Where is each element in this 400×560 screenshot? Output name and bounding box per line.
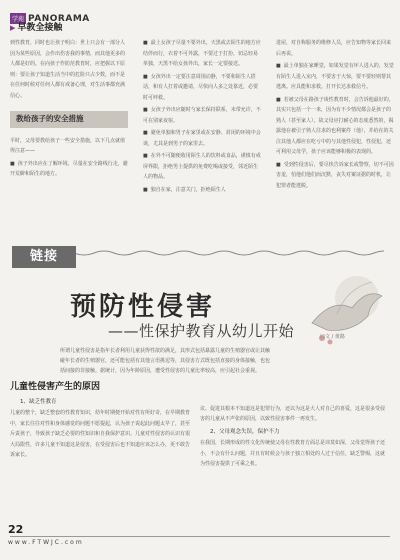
bullet-text: 受到性侵害后，要尽快告诉家长或警察，切不可因害羞，怕他们他们而沉默，丧失对案证据的时机，让犯罪者能逃脱。	[276, 161, 394, 189]
article-subtitle: ——性保护教育从幼儿开始	[108, 322, 295, 340]
bullet-icon: ■	[143, 130, 148, 136]
bullet-text: 女孩子外出应随时与家长保持联系，未带允许，不可在别家夜宿。	[143, 107, 261, 124]
paragraph	[276, 160, 394, 192]
subheading-box	[10, 111, 128, 128]
paragraph	[143, 185, 261, 196]
bullet-text: 避免单独和男子在家里或在安静、封闭的环境中会谈，尤其是到男子的家里去。	[143, 130, 261, 147]
bullet-icon: ■	[276, 161, 281, 168]
subsection-title: 2、父母观念失误，保护不力	[210, 428, 280, 435]
bullet-icon: ■	[143, 107, 148, 113]
section-title: 儿童性侵害产生的原因	[10, 382, 101, 392]
paragraph: 议、促进其根本不知道这是犯罪行为，还以为这是大人对自己的喜爱，这是很多受侵害的儿童从不声张的原因，以致性侵害事件一再发生。	[200, 406, 386, 423]
page-number: 22	[8, 523, 24, 536]
bottom-column-2	[200, 404, 388, 514]
bullet-icon: ■	[276, 96, 281, 103]
paragraph: 在我国，长期形成的性文化传统使父母在性教育方面总是讳莫如深，父母觉得孩子还小，不会有什么问题，并且有时候会与孩子独立相处的人过于信任，缺乏警惕，这就为性侵害提供了可乘之机。	[200, 440, 386, 468]
top-column-2	[143, 38, 261, 238]
bullet-text: 女孩外出一定要注意周围动静，不要和陌生人搭话，和有人打着或邀请，尽快向人多之处靠近，必要时可呼救。	[143, 73, 259, 101]
paragraph	[143, 151, 261, 183]
page-header	[10, 8, 210, 32]
paragraph: 进屋，对自称服务的维修人员，应告知物等家长回来后再说。	[276, 40, 392, 57]
footer-divider	[10, 536, 390, 537]
paragraph	[143, 128, 261, 149]
bullet-text: 在外不可随便收用陌生人的饮料或食品，谨慎有戒屏界限，拒绝男士提供的免费吃喝或接受，邻近陌生人的物品。	[143, 153, 261, 180]
bullet-icon: ■	[143, 40, 148, 46]
article-intro: 所谓儿童性侵害是指年长者利用儿童获得性欲的满足，其形式包括暴露儿童的生殖器官或让其触碰年长者的生殖器官，还可能包括有其他言语挑逗等，其侵害方式既包括直接的身体接触，也包括间接的非接触。据统计，因为年龄原因，遭受性侵害的儿童比率较高，应引起社会重视。	[60, 348, 271, 374]
byline: 口文 / 黄路	[320, 334, 345, 340]
bullet-text: 最上单独在家睡觉，如果发觉有坏人进入的，发觉有陌生人进入室内，不要害于大惊，要不要轻则帮其逃离。应具能和求救。打开长达求救信号。	[276, 63, 394, 90]
link-banner: 链接	[12, 246, 76, 268]
bullet-icon: ■	[276, 63, 281, 69]
top-column-3	[276, 38, 394, 238]
paragraph	[143, 72, 261, 104]
bullet-icon: ■	[143, 73, 148, 80]
dove-illustration	[282, 268, 392, 353]
paragraph: 儿童的整个，缺乏整套的性教育知识，幼年时期便开始对性有所好奇，在早期教育中，家长往往对性和身体感觉的问题不愿提起，认为孩子说起此问题太早了，甚至斥责孩子，导致孩子缺乏必要的性知识和自我保护意识。儿童对性侵害的认识有很大局限性，许多儿童不知道这是侵害，在受侵害后也不知道应该怎么办，更不敢告诉家长。	[10, 410, 190, 459]
article-title: 预防性侵害	[70, 292, 216, 322]
paragraph	[10, 159, 128, 180]
bullet-text: 最上女孩子尽量不要外出，天黑或去陌生的地方应结伴而行，衣着不可外露，不要过于打扮，切忌轻易单独，天黑不给女孩外出，家长一定要接送。	[143, 40, 261, 67]
bullet-text: 若被父母在路孩子谈性教育时，会告诉他最好的，其实只包括一个一米，因为有不少情况都会是孩子的熟人（甚至家人），故父母应打耐心的态度悉然的，揭露他在被引子熟人往求的也利案件（他），并给在的关注其他人都应在吃亏中的与其他性侵犯，性侵犯，还可利用父母学，孩子应该能够积极的表现的。	[276, 96, 394, 155]
paragraph: 到性教育，同时也让孩子明白：世上只会有一部分人因为某些原因，会作出伤害我的事情，而其他更多的人都是好的。在向孩子作防范教育时，应把握以下原则：要让孩子知道生活当中的危险只占少数，而不是在任何时候对任何人都有戒备心理，对生活事都充满信心。	[10, 40, 126, 99]
magazine-logo: 学苑	[10, 13, 26, 24]
subsection-title: 1、缺乏性教育	[20, 399, 57, 405]
section-label: 早教全接触	[17, 23, 63, 33]
bullet-text: 独自在家，注意关门，拒绝陌生人	[150, 186, 226, 193]
bullet-icon: ■	[143, 186, 148, 193]
website-url: www.FTWJC.com	[8, 539, 84, 546]
bottom-column-1	[10, 380, 190, 510]
paragraph: 平时，父母要教给孩子一些安全措施，以下几点就值得注意——	[10, 137, 126, 154]
paragraph	[143, 105, 261, 126]
bullet-text: 孩子外出应在了解环境，尽量在安全路线行走，避开荒僻和陌生的地方。	[10, 160, 128, 177]
paragraph	[276, 61, 394, 93]
paragraph	[143, 38, 261, 70]
top-column-1	[10, 38, 128, 238]
section-heading	[10, 20, 62, 33]
bullet-icon: ■	[10, 160, 15, 167]
bullet-icon: ■	[143, 153, 148, 159]
paragraph	[276, 95, 394, 158]
triangle-icon: ▶	[10, 24, 16, 32]
brand-name: PANORAMA	[28, 13, 90, 24]
subheading-text: 教给孩子的安全措施	[16, 114, 84, 123]
